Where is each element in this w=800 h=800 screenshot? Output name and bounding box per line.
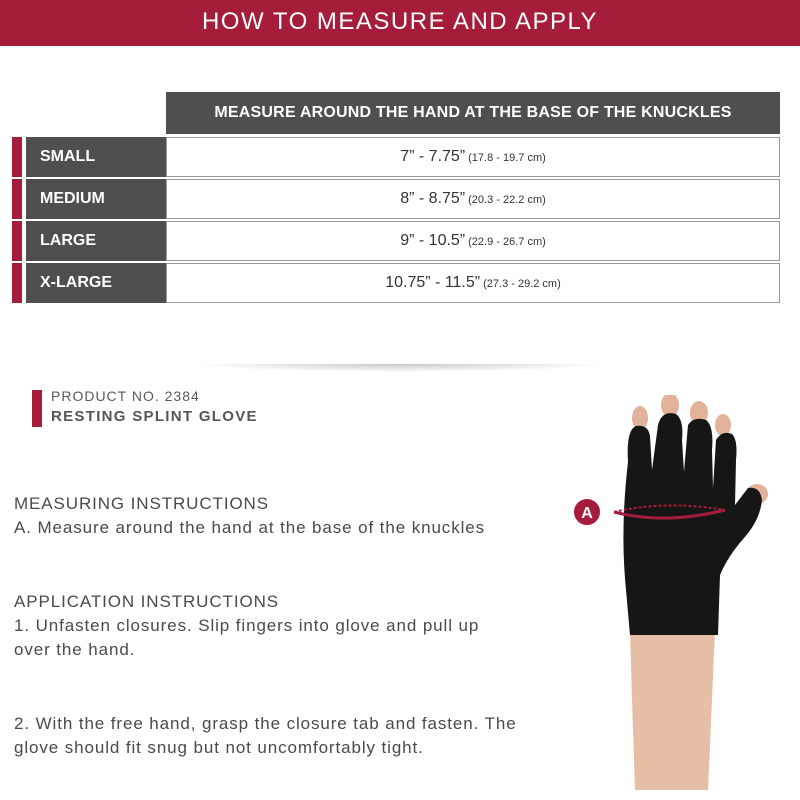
application-step-2-line-1: 2. With the free hand, grasp the closure tab and fasten. The bbox=[14, 714, 517, 733]
size-row-medium bbox=[12, 179, 782, 219]
product-name: RESTING SPLINT GLOVE bbox=[51, 408, 258, 425]
application-title: APPLICATION INSTRUCTIONS bbox=[14, 592, 279, 611]
size-table-header: MEASURE AROUND THE HAND AT THE BASE OF THE KNUCKLES bbox=[166, 92, 780, 134]
measure-cm: (27.3 - 29.2 cm) bbox=[483, 278, 561, 290]
size-measurement bbox=[166, 221, 780, 261]
measure-inches: 10.75” - 11.5” bbox=[385, 274, 481, 291]
arm-skin bbox=[630, 630, 715, 790]
row-accent-bar bbox=[12, 179, 22, 219]
measuring-step-a: A. Measure around the hand at the base of the knuckles bbox=[14, 518, 486, 537]
measure-cm: (20.3 - 22.2 cm) bbox=[468, 194, 546, 206]
measuring-title: MEASURING INSTRUCTIONS bbox=[14, 494, 269, 513]
measure-inches: 8” - 8.75” bbox=[400, 190, 466, 207]
measure-inches: 7” - 7.75” bbox=[400, 148, 466, 165]
size-row-small bbox=[12, 137, 782, 177]
size-label: LARGE bbox=[26, 221, 176, 261]
product-accent-bar bbox=[32, 390, 42, 427]
measure-cm: (22.9 - 26.7 cm) bbox=[468, 236, 546, 248]
row-accent-bar bbox=[12, 221, 22, 261]
measure-inches: 9” - 10.5” bbox=[400, 232, 466, 249]
application-step-1-line-2: over the hand. bbox=[14, 640, 136, 659]
application-step-1-line-1: 1. Unfasten closures. Slip fingers into glove and pull up bbox=[14, 616, 480, 635]
product-number: PRODUCT NO. 2384 bbox=[51, 388, 200, 404]
size-measurement bbox=[166, 263, 780, 303]
row-accent-bar bbox=[12, 263, 22, 303]
size-measurement bbox=[166, 137, 780, 177]
application-step-2-line-2: glove should fit snug but not uncomfortably tight. bbox=[14, 738, 424, 757]
size-label: MEDIUM bbox=[26, 179, 176, 219]
marker-a-label: A bbox=[581, 505, 593, 522]
fingertip-index bbox=[715, 414, 731, 436]
size-label: X-LARGE bbox=[26, 263, 176, 303]
measure-cm: (17.8 - 19.7 cm) bbox=[468, 152, 546, 164]
size-row-x-large bbox=[12, 263, 782, 303]
size-row-large bbox=[12, 221, 782, 261]
row-accent-bar bbox=[12, 137, 22, 177]
glove bbox=[623, 413, 762, 635]
glove-hand-illustration bbox=[560, 395, 800, 790]
size-label: SMALL bbox=[26, 137, 176, 177]
page-banner: HOW TO MEASURE AND APPLY bbox=[0, 0, 800, 46]
section-divider bbox=[190, 364, 610, 372]
size-measurement bbox=[166, 179, 780, 219]
